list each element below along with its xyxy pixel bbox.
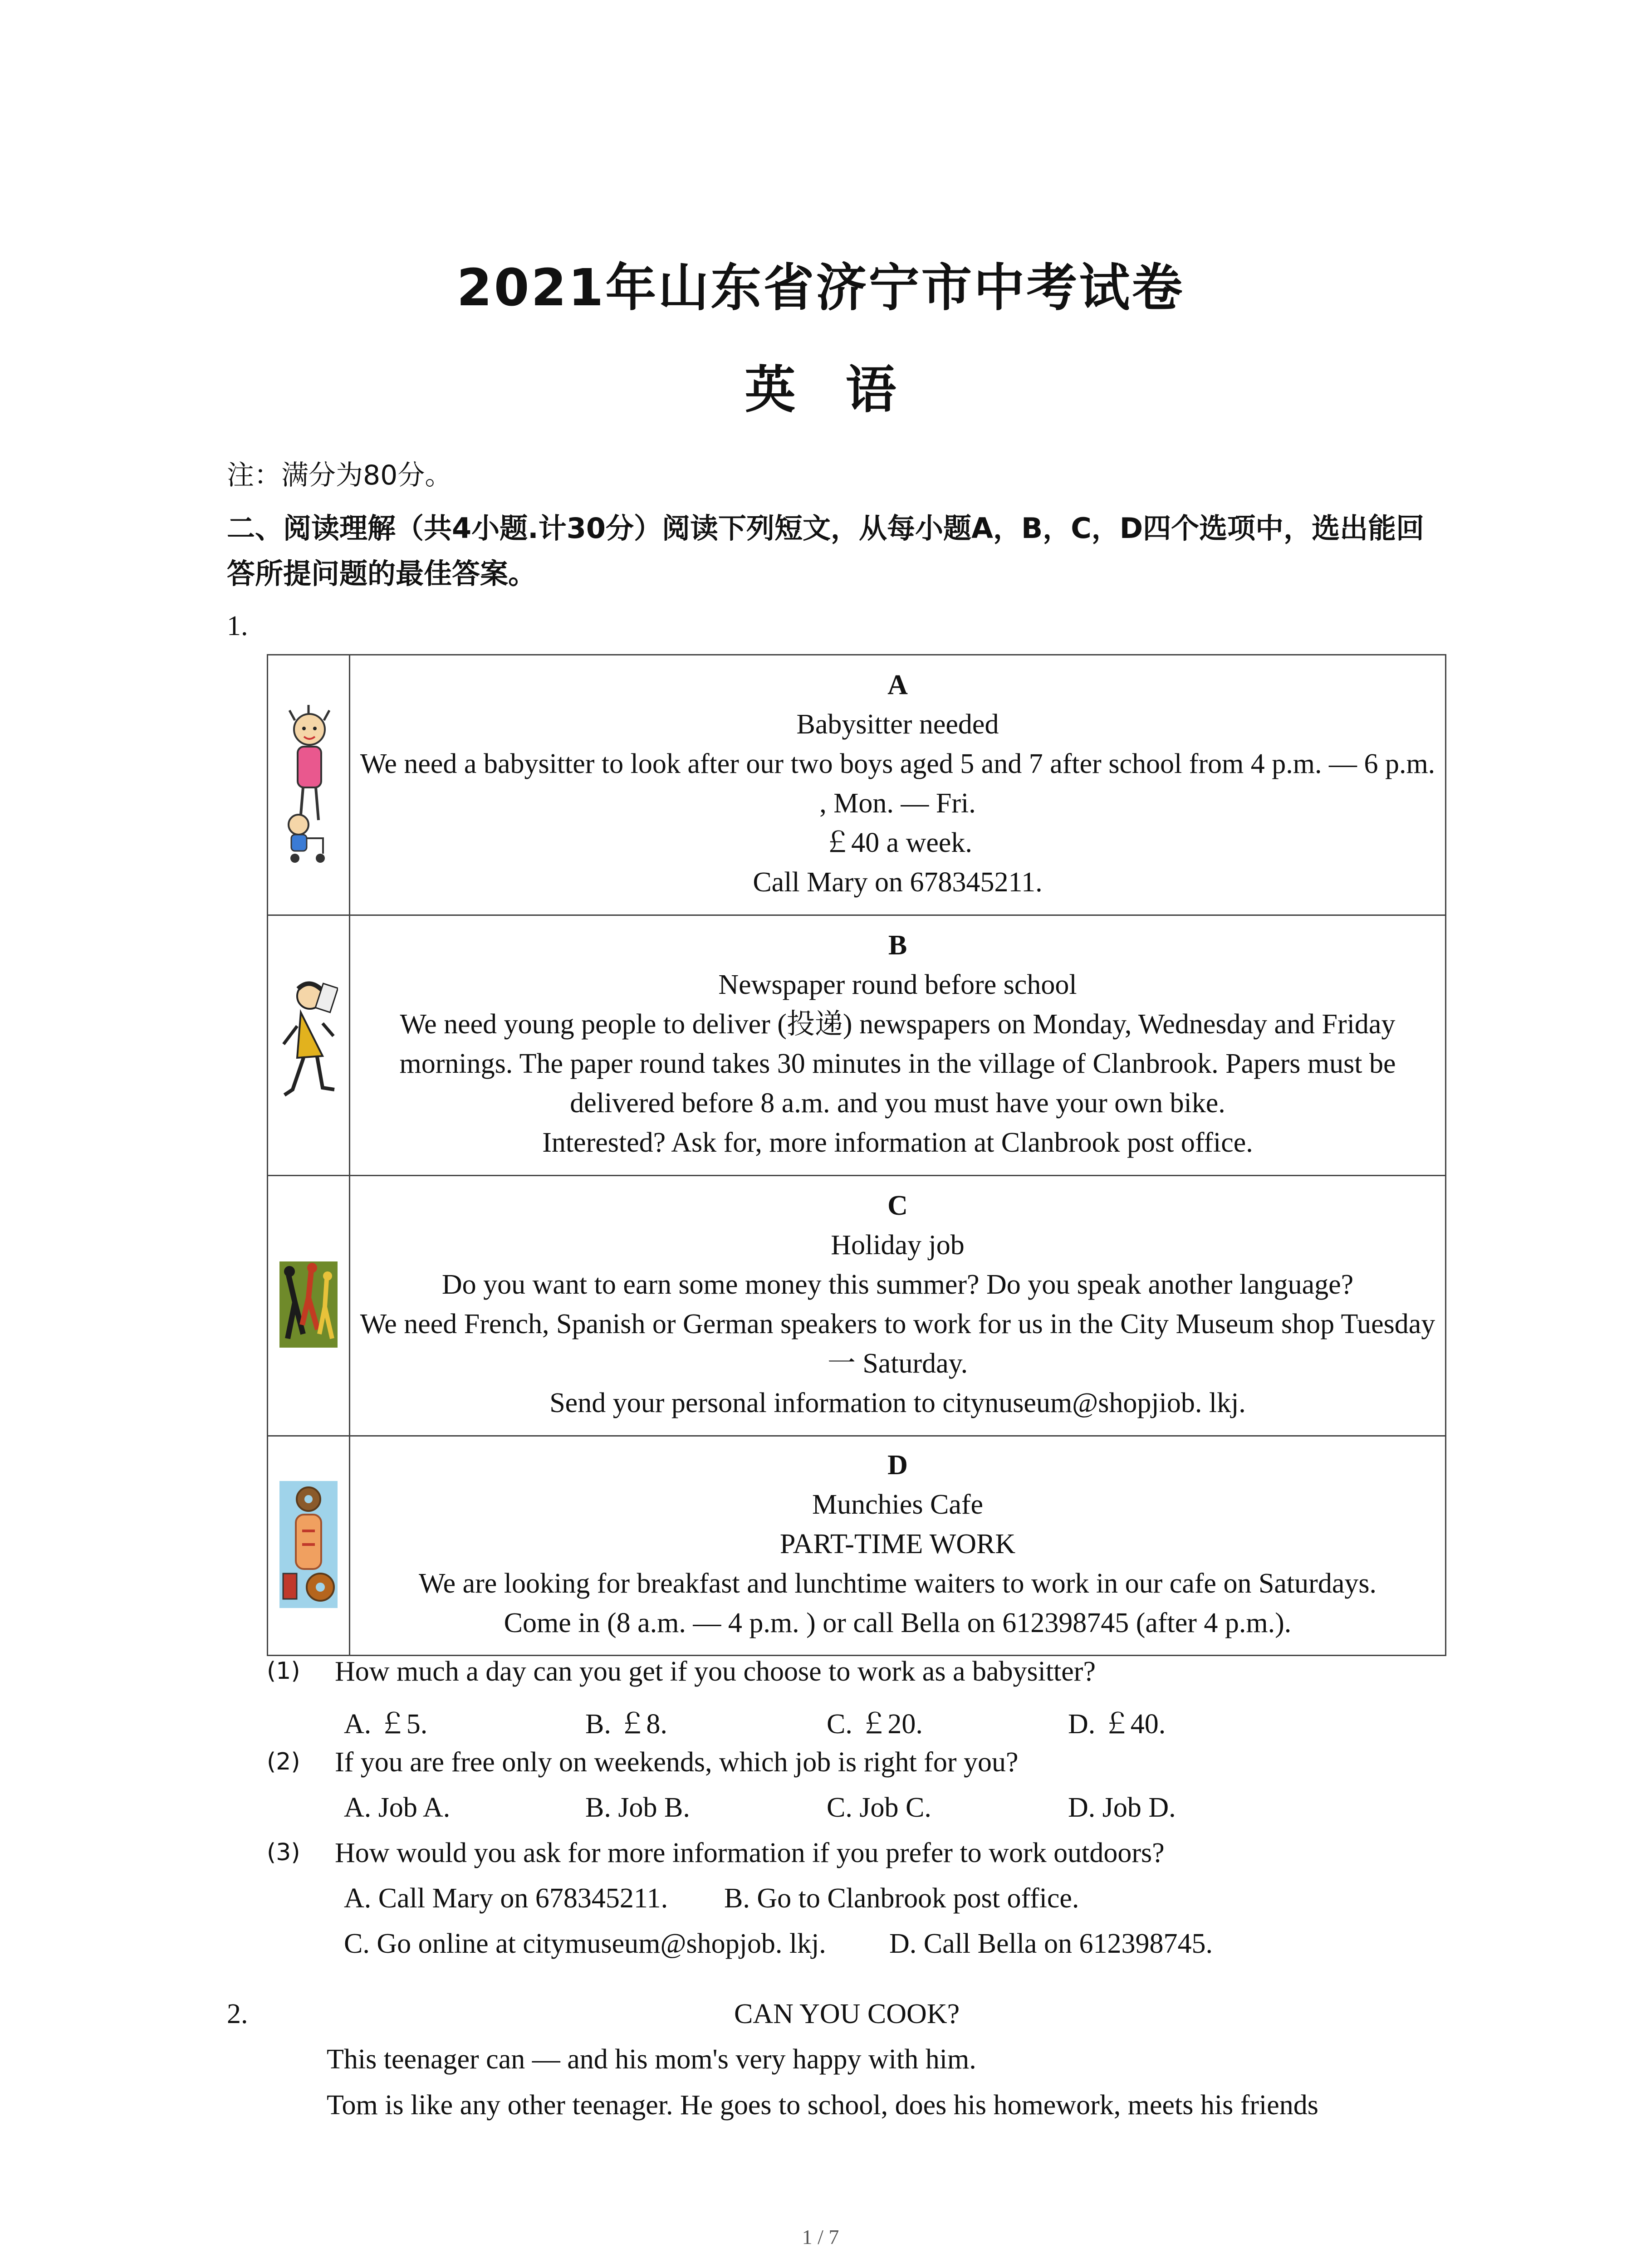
ad-d-body: We are looking for breakfast and lunchtime waiters to work in our cafe on Saturdays. (419, 1568, 1376, 1599)
sub-question-1-number: (1) (267, 1657, 300, 1685)
q1-option-d[interactable]: D. ￡40. (1068, 1709, 1166, 1740)
passage-title: CAN YOU COOK? (734, 1999, 960, 2029)
q3-option-a[interactable]: A. Call Mary on 678345211. (344, 1883, 668, 1914)
paperboy-illustration (268, 915, 350, 1176)
ad-d-subheading: PART-TIME WORK (779, 1529, 1016, 1559)
ad-d-contact: Come in (8 a.m. — 4 p.m. ) or call Bella on 612398745 (after 4 p.m.). (504, 1608, 1292, 1638)
sub-question-2-number: (2) (267, 1748, 300, 1775)
passage-line-2: Tom is like any other teenager. He goes to school, does his homework, meets his friends (327, 2090, 1318, 2121)
ad-row-b (268, 915, 1446, 1176)
ad-a-contact: Call Mary on 678345211. (753, 866, 1043, 898)
question-2-number: 2. (227, 1999, 248, 2029)
q3-option-d[interactable]: D. Call Bella on 612398745. (889, 1928, 1213, 1959)
sub-question-2-text: If you are free only on weekends, which job is right for you? (335, 1747, 1019, 1778)
ad-row-d (268, 1436, 1446, 1656)
ad-a-text (350, 655, 1446, 915)
ad-d-heading: Munchies Cafe (812, 1489, 984, 1520)
ad-c-question: Do you want to earn some money this summer? Do you speak another language? (441, 1269, 1354, 1300)
ad-b-text (350, 915, 1446, 1176)
dancers-icon (279, 1261, 338, 1348)
ad-a-body: We need a babysitter to look after our two boys aged 5 and 7 after school from 4 p.m. — 6 p.m. , Mon. — Fri. (360, 748, 1435, 819)
q2-option-b[interactable]: B. Job B. (585, 1792, 690, 1823)
ad-row-c (268, 1176, 1446, 1436)
cafe-illustration (268, 1436, 350, 1656)
babysitter-illustration (268, 655, 350, 915)
paperboy-icon (279, 976, 338, 1112)
ad-a-letter: A (887, 669, 908, 700)
ad-b-body: We need young people to deliver (投递) newspapers on Monday, Wednesday and Friday mornings. The paper round takes 30 minutes in the village of Clanbrook. Papers must be delivered before 8 a.m. and you must have your own bike. (399, 1008, 1396, 1119)
q1-option-c[interactable]: C. ￡20. (827, 1709, 923, 1740)
sub-question-3-number: (3) (267, 1839, 300, 1866)
ad-d-letter: D (887, 1450, 908, 1481)
ad-c-text (350, 1176, 1446, 1436)
babysitter-icon (281, 702, 336, 865)
ad-b-heading: Newspaper round before school (718, 969, 1077, 1000)
q1-option-a[interactable]: A. ￡5. (344, 1709, 428, 1740)
q2-option-a[interactable]: A. Job A. (344, 1792, 451, 1823)
ad-row-a (268, 655, 1446, 915)
ad-d-text (350, 1436, 1446, 1656)
section-heading: 二、阅读理解（共4小题.计30分）阅读下列短文，从每小题A，B，C，D四个选项中，选出能回答所提问题的最佳答案。 (227, 512, 1425, 590)
q3-option-c[interactable]: C. Go online at citymuseum@shopjob. lkj. (344, 1928, 826, 1959)
job-ads-table (267, 654, 1446, 1656)
cafe-food-icon (279, 1481, 338, 1608)
ad-a-heading: Babysitter needed (796, 709, 999, 740)
ad-c-contact: Send your personal information to citynuseum@shopjiob. lkj. (549, 1387, 1246, 1418)
dancers-illustration (268, 1176, 350, 1436)
q1-option-b[interactable]: B. ￡8. (585, 1709, 667, 1740)
q3-option-b[interactable]: B. Go to Clanbrook post office. (724, 1883, 1079, 1914)
subject-title: 英语 (745, 361, 946, 420)
page-number: 1 / 7 (802, 2225, 839, 2248)
ad-c-heading: Holiday job (831, 1229, 965, 1261)
ad-a-pay: ￡40 a week. (823, 827, 972, 858)
question-1-number: 1. (227, 611, 248, 641)
ad-c-body: We need French, Spanish or German speakers to work for us in the City Museum shop Tuesday 一 Saturday. (360, 1308, 1435, 1379)
ad-b-letter: B (888, 929, 907, 961)
score-note: 注：满分为80分。 (227, 459, 452, 491)
q2-option-d[interactable]: D. Job D. (1068, 1792, 1176, 1823)
ad-c-letter: C (887, 1190, 908, 1221)
sub-question-3-text: How would you ask for more information if you prefer to work outdoors? (335, 1838, 1165, 1868)
exam-title: 2021年山东省济宁市中考试卷 (456, 259, 1185, 318)
passage-line-1: This teenager can — and his mom's very happy with him. (327, 2044, 976, 2075)
q2-option-c[interactable]: C. Job C. (827, 1792, 931, 1823)
ad-b-contact: Interested? Ask for, more information at Clanbrook post office. (542, 1127, 1253, 1158)
sub-question-1-text: How much a day can you get if you choose to work as a babysitter? (335, 1656, 1096, 1687)
